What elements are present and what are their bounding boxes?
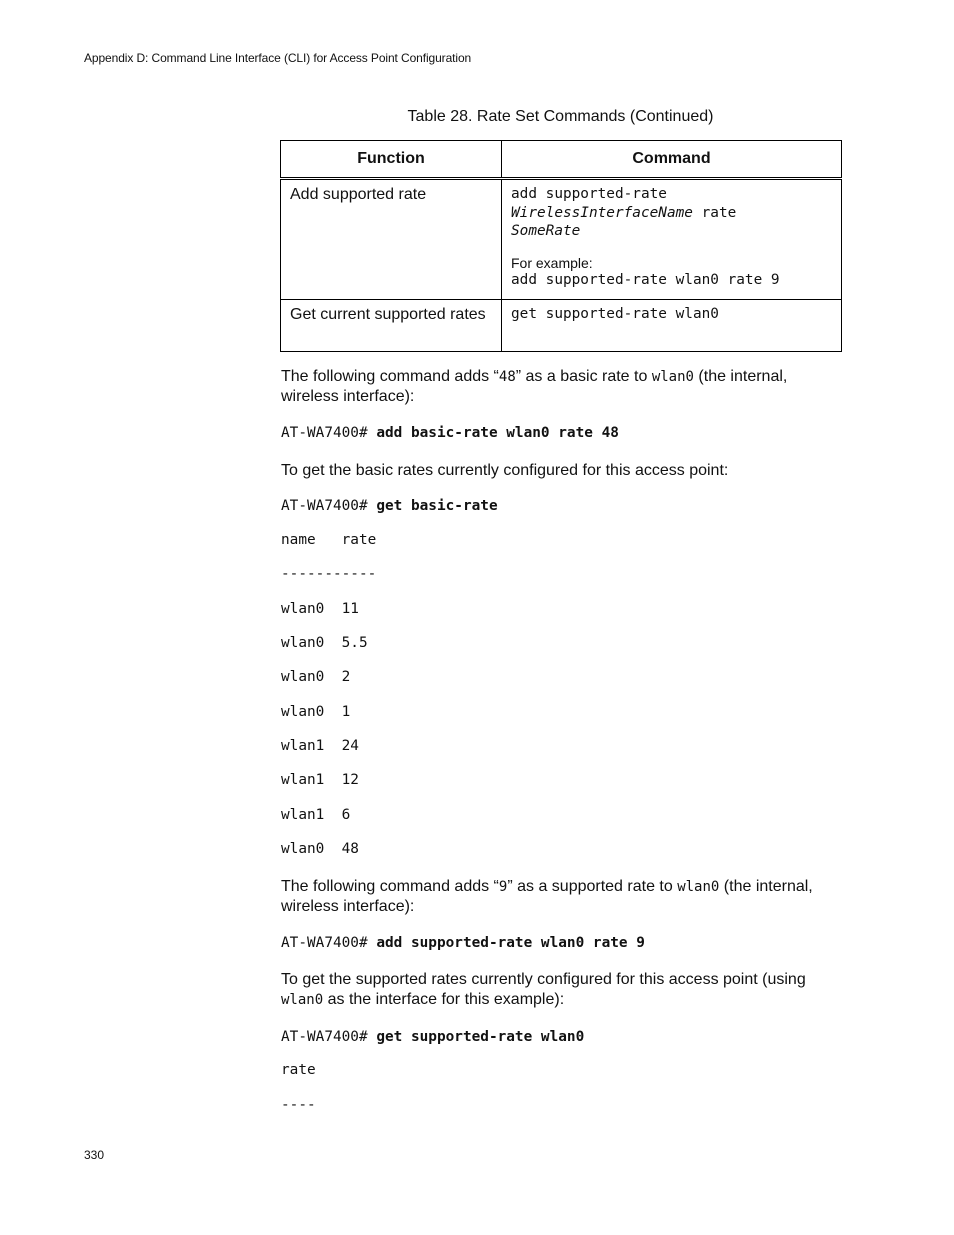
example-label: For example: — [511, 254, 593, 271]
column-header-command: Command — [502, 141, 842, 179]
command-param: WirelessInterfaceName — [511, 204, 693, 221]
command-example — [281, 1029, 584, 1045]
cli-command: get supported-rate wlan0 — [376, 1029, 585, 1045]
output-line: name rate — [281, 532, 377, 548]
command-example — [281, 498, 498, 514]
text: (the internal, wireless interface): — [281, 368, 788, 405]
output-line: wlan1 24 — [281, 738, 359, 754]
output-line: rate — [281, 1062, 316, 1078]
cli-prompt: AT-WA7400# — [281, 425, 377, 441]
inline-code: wlan0 — [677, 879, 720, 895]
command-example — [281, 935, 645, 951]
cli-prompt: AT-WA7400# — [281, 498, 377, 514]
paragraph: To get the basic rates currently configured for this access point: — [281, 462, 729, 479]
column-header-function: Function — [281, 141, 502, 179]
cli-command: get basic-rate — [376, 498, 498, 514]
inline-code: 48 — [498, 369, 516, 385]
table-row — [281, 179, 842, 300]
cli-command: add supported-rate wlan0 rate 9 — [376, 935, 645, 951]
rate-set-table — [280, 140, 842, 352]
output-line: wlan0 48 — [281, 841, 359, 857]
cli-command: add basic-rate wlan0 rate 48 — [376, 425, 619, 441]
command-text: rate — [692, 204, 737, 221]
text: The following command adds “ — [281, 878, 499, 895]
function-cell: Get current supported rates — [281, 300, 502, 352]
text: ” as a supported rate to — [507, 878, 678, 895]
text: The following command adds “ — [281, 368, 499, 385]
text: as the interface for this example): — [323, 991, 565, 1008]
text: To get the supported rates currently configured for this access point (using — [281, 971, 806, 988]
paragraph — [281, 970, 846, 1010]
output-line: ----------- — [281, 566, 377, 582]
running-header: Appendix D: Command Line Interface (CLI) for Access Point Configuration — [84, 51, 472, 65]
output-line: wlan0 11 — [281, 601, 359, 617]
command-text: add supported-rate — [511, 186, 667, 202]
paragraph — [281, 877, 846, 917]
command-cell — [502, 179, 842, 300]
output-line: wlan0 2 — [281, 669, 351, 685]
paragraph — [281, 367, 846, 407]
example-command: add supported-rate wlan0 rate 9 — [511, 271, 780, 288]
table-header-row — [281, 141, 842, 179]
output-line: ---- — [281, 1097, 316, 1113]
page-number: 330 — [84, 1148, 105, 1162]
output-line: wlan0 5.5 — [281, 635, 368, 651]
command-cell: get supported-rate wlan0 — [502, 300, 842, 352]
inline-code: wlan0 — [651, 369, 694, 385]
output-line: wlan1 12 — [281, 772, 359, 788]
function-cell: Add supported rate — [281, 179, 502, 300]
output-line: wlan1 6 — [281, 807, 351, 823]
cli-prompt: AT-WA7400# — [281, 935, 377, 951]
inline-code: 9 — [498, 879, 508, 895]
inline-code: wlan0 — [281, 992, 324, 1008]
command-syntax — [511, 185, 832, 241]
output-line: wlan0 1 — [281, 704, 351, 720]
table-caption: Table 28. Rate Set Commands (Continued) — [407, 108, 714, 125]
text: (the internal, wireless interface): — [281, 878, 813, 915]
table-row — [281, 300, 842, 352]
command-example — [281, 425, 619, 441]
text: ” as a basic rate to — [515, 368, 652, 385]
cli-prompt: AT-WA7400# — [281, 1029, 377, 1045]
command-param: SomeRate — [511, 223, 581, 239]
